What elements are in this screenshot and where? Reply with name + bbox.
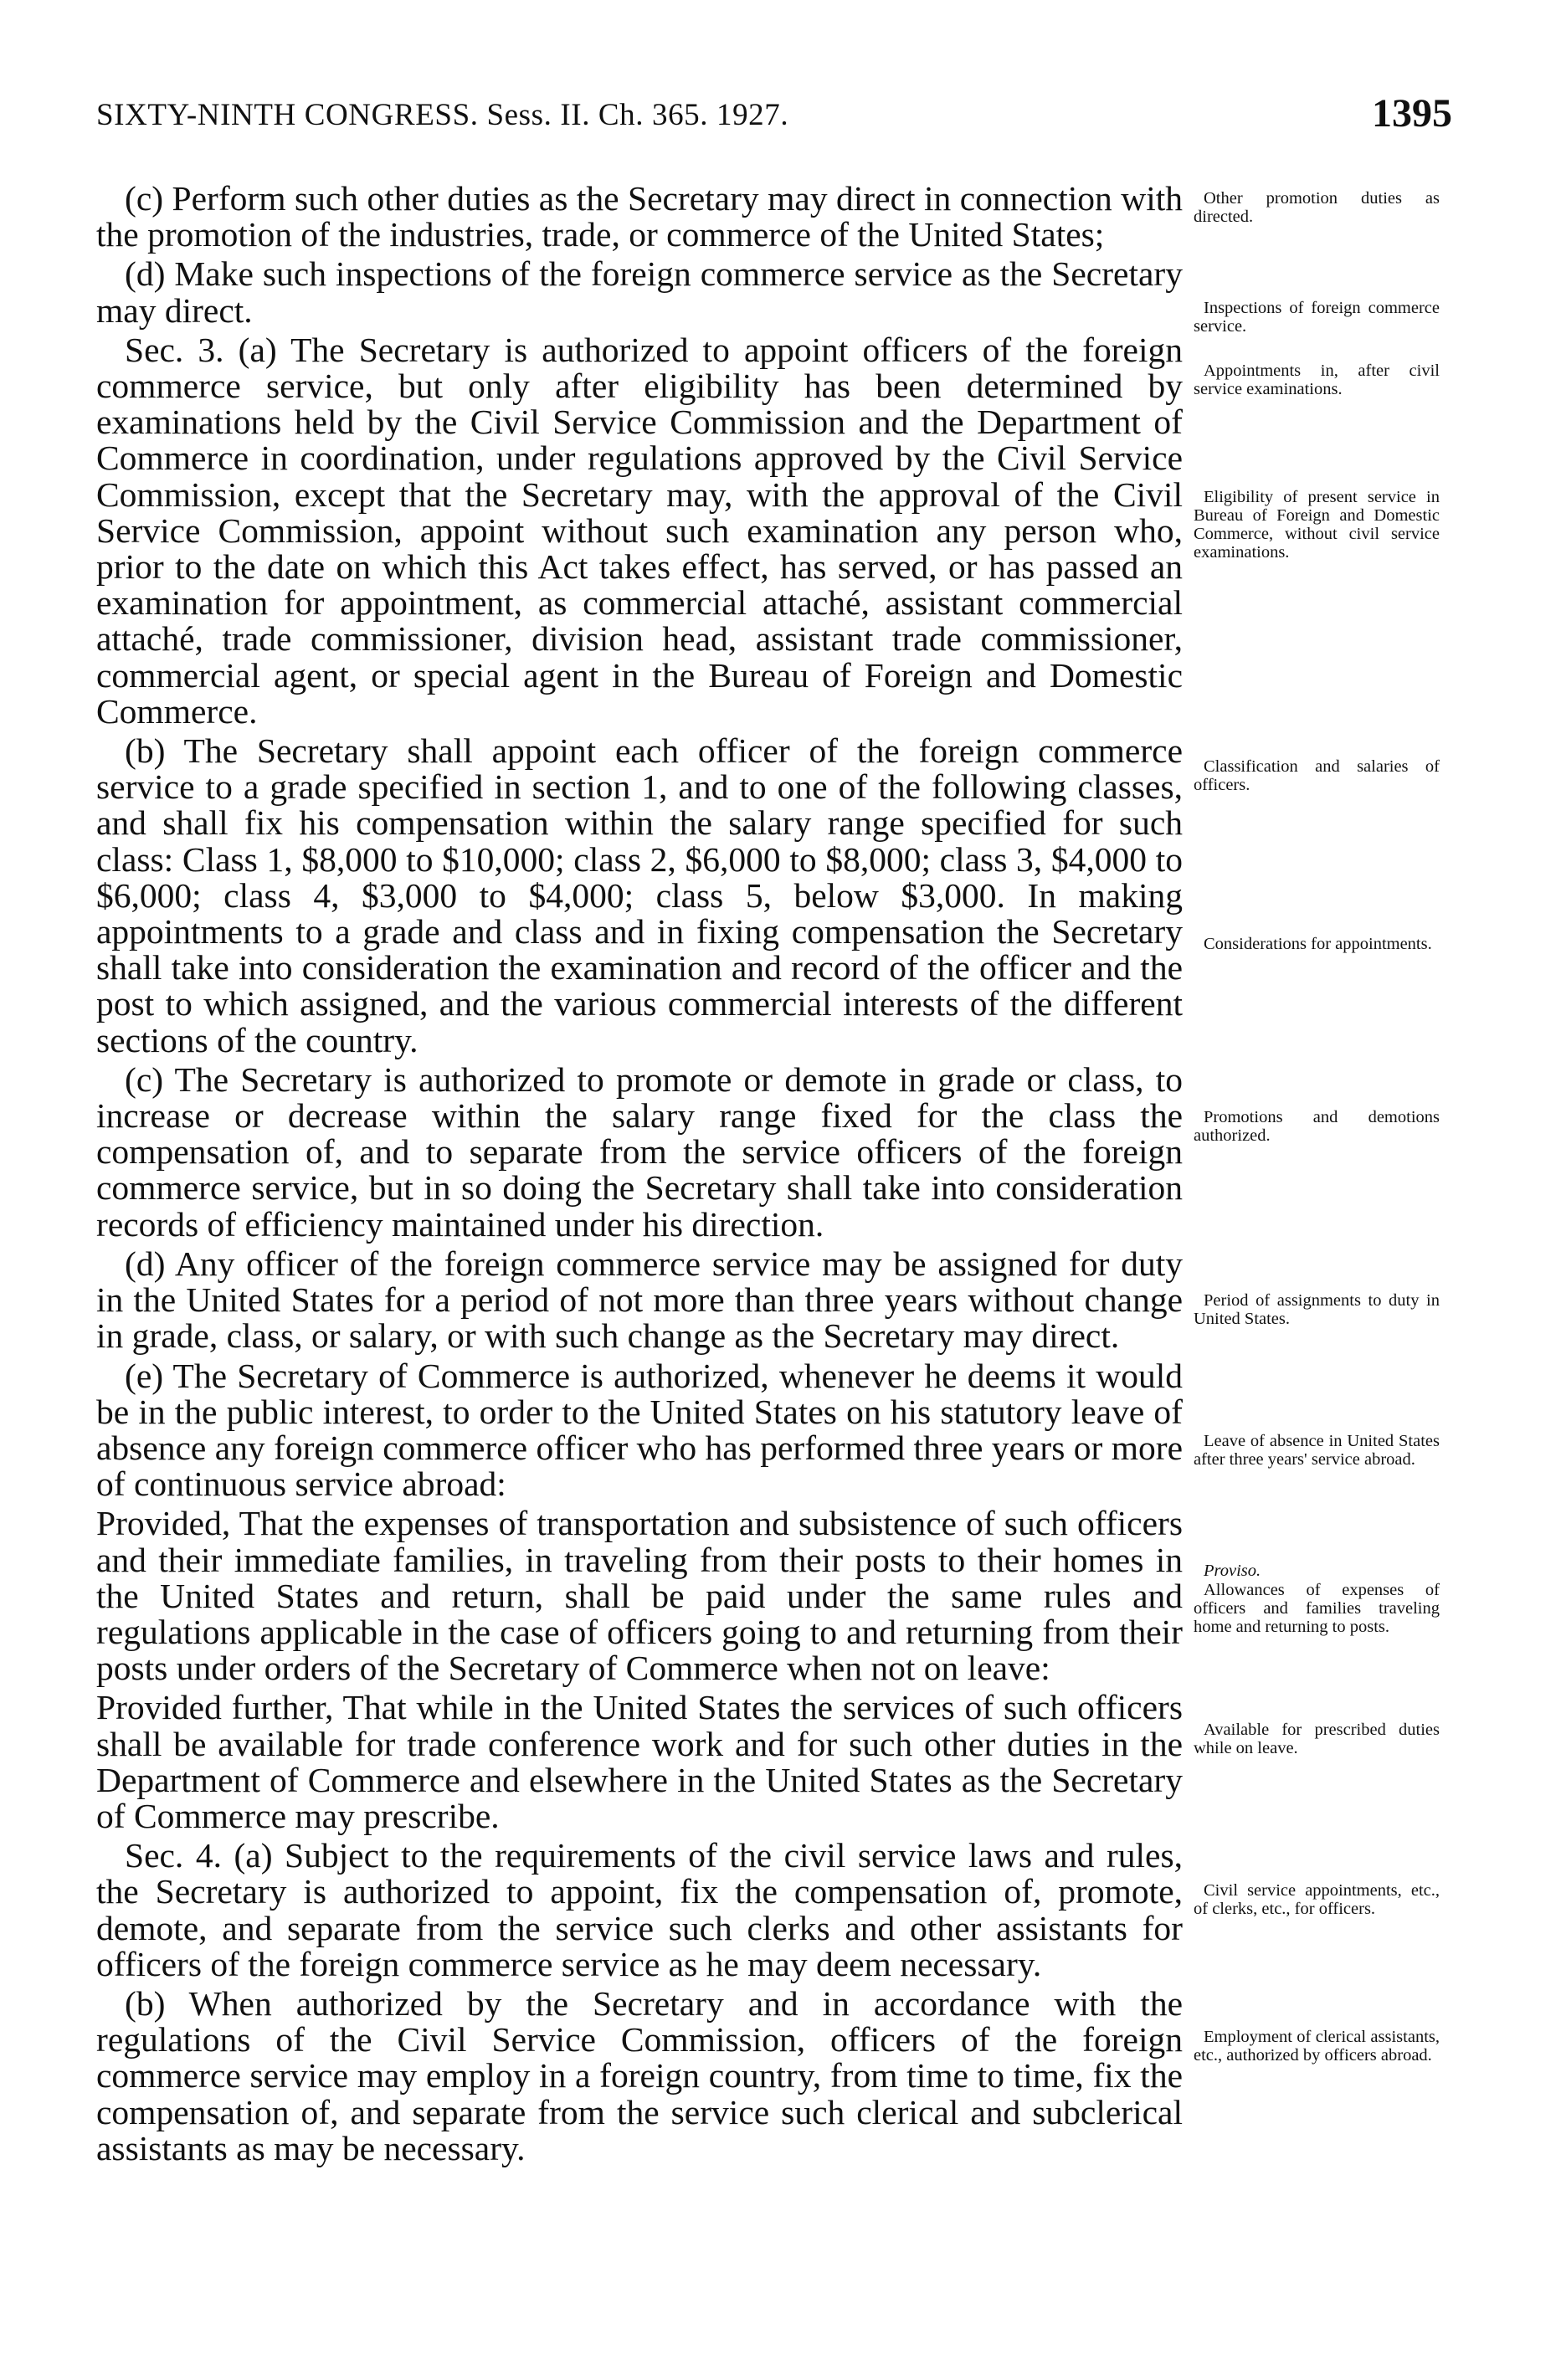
paragraph-sec3e-leave: (e) The Secretary of Commerce is authorized, whenever he deems it would be in the public interest, to order to the United States on his statutory leave of absence any foreign commerce officer who has performed three years or more of continuous service abroad: <box>96 1356 1183 1504</box>
paragraph-sec3c-promotions: (c) The Secretary is authorized to promote or demote in grade or class, to increase or decrease within the salary range fixed for the class the compensation of, and to separate from the service officers of the foreign commerce service, but in so doing the Secretary shall take into consideration records of efficiency maintained under his direction. <box>96 1059 1183 1244</box>
side-note-inspections: Inspections of foreign commerce service. <box>1194 299 1440 336</box>
page-header <box>96 90 1452 149</box>
side-note-promotions: Promotions and demotions authorized. <box>1194 1108 1440 1145</box>
side-note-clerical-employment: Employment of clerical assistants, etc., authorized by officers abroad. <box>1194 2028 1440 2065</box>
paragraph-sec3a-appointments: Sec. 3. (a) The Secretary is authorized to appoint officers of the foreign commerce service, but only after eligibility has been determined by examinations held by the Civil Service Commission and the Department of Commerce in coordination, under regulations approved by the Civil Service Commission, except that the Secretary may, with the approval of the Civil Service Commission, appoint without such examination any person who, prior to the date on which this Act takes effect, has served, or has passed an examination for appointment, as commercial attaché, assistant commercial attaché, trade commissioner, division head, assistant trade commissioner, commercial agent, or special agent in the Bureau of Foreign and Domestic Commerce. <box>96 330 1183 731</box>
paragraph-sec4a-clerks: Sec. 4. (a) Subject to the requirements of the civil service laws and rules, the Secretary is authorized to appoint, fix the compensation of, promote, demote, and separate from the service such clerks and other assistants for officers of the foreign commerce service as he may deem necessary. <box>96 1836 1183 1983</box>
side-note-allowances: Allowances of expenses of officers and families traveling home and returning to posts. <box>1194 1581 1440 1636</box>
side-note-appointments: Appointments in, after civil service examinations. <box>1194 362 1440 398</box>
side-note-available-duties: Available for prescribed duties while on leave. <box>1194 1721 1440 1757</box>
side-note-eligibility: Eligibility of present service in Bureau of Foreign and Domestic Commerce, without civil service examinations. <box>1194 488 1440 562</box>
paragraph-proviso-further: Provided further, That while in the United States the services of such officers shall be available for trade conference work and for such other duties in the Department of Commerce and elsewhere in the United States as the Secretary of Commerce may prescribe. <box>96 1688 1183 1835</box>
paragraph-sec3d-assignments: (d) Any officer of the foreign commerce service may be assigned for duty in the United States for a period of not more than three years without change in grade, class, or salary, or with such change as the Secretary may direct. <box>96 1244 1183 1356</box>
side-note-promotion-duties: Other promotion duties as directed. <box>1194 189 1440 226</box>
side-note-leave: Leave of absence in United States after three years' service abroad. <box>1194 1432 1440 1469</box>
running-head: SIXTY-NINTH CONGRESS. Sess. II. Ch. 365. 1927. <box>96 98 789 132</box>
side-note-assignments: Period of assignments to duty in United States. <box>1194 1291 1440 1328</box>
paragraph-sec3b-classification: (b) The Secretary shall appoint each officer of the foreign commerce service to a grade specified in section 1, and to one of the following classes, and shall fix his compensation within the salary range specified for such class: Class 1, $8,000 to $10,000; class 2, $6,000 to $8,000; class 3, $4,000 to $6,000; class 4, $3,000 to $4,000; class 5, below $3,000. In making appointments to a grade and class and in fixing compensation the Secretary shall take into consideration the examination and record of the officer and the post to which assigned, and the various commercial interests of the different sections of the country. <box>96 731 1183 1059</box>
side-note-civil-service-clerks: Civil service appointments, etc., of clerks, etc., for officers. <box>1194 1881 1440 1918</box>
paragraph-proviso-expenses: Provided, That the expenses of transportation and subsistence of such officers and their immediate families, in traveling from their posts to their homes in the United States and return, shall be paid under the same rules and regulations applicable in the case of officers going to and returning from their posts under orders of the Secretary of Commerce when not on leave: <box>96 1504 1183 1688</box>
paragraph-3c-promotion-duties: (c) Perform such other duties as the Secretary may direct in connection with the promotion of the industries, trade, or commerce of the United States; <box>96 179 1183 254</box>
side-note-considerations: Considerations for appointments. <box>1204 935 1432 953</box>
paragraph-3d-inspections: (d) Make such inspections of the foreign commerce service as the Secretary may direct. <box>96 254 1183 330</box>
page-number: 1395 <box>1372 91 1452 136</box>
side-note-proviso: Proviso. <box>1204 1562 1261 1580</box>
paragraph-sec4b-clerical-assistants: (b) When authorized by the Secretary and in accordance with the regulations of the Civil Service Commission, officers of the foreign commerce service may employ in a foreign country, from time to time, fix the compensation of, and separate from the service such clerical and subclerical assistants as may be necessary. <box>96 1983 1183 2167</box>
statute-body <box>96 181 1183 2170</box>
side-note-classification: Classification and salaries of officers. <box>1194 757 1440 794</box>
